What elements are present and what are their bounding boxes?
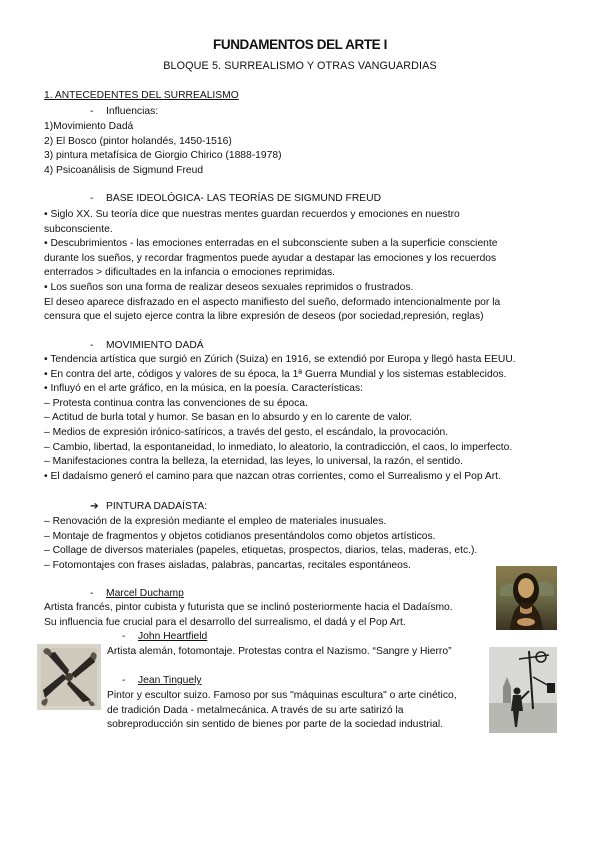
document-subtitle: BLOQUE 5. SURREALISMO Y OTRAS VANGUARDIAS (163, 60, 437, 72)
duchamp-artwork-image (496, 566, 557, 630)
text-line: • Tendencia artística que surgió en Zúrich (Suiza) en 1916, se extendió por Europa y llegó hasta EEUU. (44, 354, 516, 365)
text-line: Pintor y escultor suizo. Famoso por sus "máquinas escultura" o arte cinético, (107, 690, 457, 701)
heartfield-artwork-image (37, 644, 101, 710)
text-line: sobreproducción sin sentido de bienes por parte de la sociedad industrial. (107, 719, 444, 731)
text-line: • El dadaísmo generó el camino para que nazcan otras corrientes, como el Surrealismo y el Pop Art. (44, 470, 501, 482)
blood-and-iron-montage-icon (37, 644, 101, 710)
heartfield-description: Artista alemán, fotomontaje. Protestas contra el Nazismo. “Sangre y Hierro” (107, 646, 452, 657)
text-line: de tradición Dada - metalmecánica. A través de su arte satirizó la (107, 704, 404, 716)
text-line: – Manifestaciones contra la belleza, la eternidad, las leyes, lo universal, la razón, el sentido. (44, 456, 463, 468)
tinguely-artwork-image (489, 647, 557, 733)
duchamp-description (44, 601, 564, 630)
list-item: 2) El Bosco (pintor holandés, 1450-1516) (44, 135, 232, 147)
text-line: • Los sueños son una forma de realizar deseos sexuales reprimidos o frustrados. (44, 281, 414, 293)
text-line: censura que el sujeto ejerce contra la libre expresión de deseos (por sociedad,represión, reglas) (44, 311, 484, 323)
list-item: 4) Psicoanálisis de Sigmund Freud (44, 164, 204, 176)
text-line: – Cambio, libertad, la espontaneidad, lo inmediato, lo aleatorio, la contradicción, el caos, lo imperfecto. (44, 441, 513, 453)
text-line: enterrados > dificultades en la infancia o emociones reprimidas. (44, 267, 336, 279)
bullet-dash: - (122, 675, 126, 686)
bullet-dash: - (90, 340, 94, 351)
text-line: Su influencia fue crucial para el desarrollo del surrealismo, el dadá y el Pop Art. (44, 616, 406, 628)
artist-name-heartfield: John Heartfield (138, 631, 208, 642)
text-line: – Renovación de la expresión mediante el empleo de materiales inusuales. (44, 516, 387, 527)
text-line: – Fotomontajes con frases aisladas, palabras, pancartas, recitales espontáneos. (44, 559, 411, 571)
bullet-dash: - (122, 631, 126, 642)
pintura-list (44, 515, 564, 573)
text-line: • Siglo XX. Su teoría dice que nuestras mentes guardan recuerdos y emociones en nuestro (44, 209, 460, 220)
text-line: – Medios de expresión irónico-satíricos, a través del gesto, el escándalo, la provocación. (44, 426, 449, 438)
text-line: – Montaje de fragmentos y objetos cotidianos presentándolos como objetos artísticos. (44, 530, 436, 542)
arrow-icon: ➔ (90, 501, 99, 512)
text-line: durante los sueños, y recordar fragmentos puede ayudar a destapar las emociones y los recuerdos (44, 252, 497, 264)
influences-text: Influencias: (106, 106, 159, 117)
tinguely-description (107, 689, 457, 733)
artist-heading-heartfield (122, 630, 207, 645)
freud-paragraph (44, 208, 564, 325)
pintura-heading-text: PINTURA DADAÍSTA: (106, 501, 208, 512)
artist-heading-tinguely (122, 674, 202, 689)
influences-label (90, 105, 158, 120)
dada-heading-text: MOVIMIENTO DADÁ (106, 340, 204, 351)
section-heading-pintura (90, 500, 207, 515)
dada-paragraph (44, 353, 564, 484)
section-heading-antecedentes: 1. ANTECEDENTES DEL SURREALISMO (44, 90, 239, 101)
artist-name-tinguely: Jean Tinguely (138, 675, 202, 686)
section-heading-freud (90, 192, 381, 207)
list-item: 1)Movimiento Dadá (44, 121, 134, 132)
freud-heading-text: BASE IDEOLÓGICA- LAS TEORÍAS DE SIGMUND FREUD (106, 193, 382, 204)
text-line: El deseo aparece disfrazado en el aspecto manifiesto del sueño, deformado intencionalmente por la (44, 296, 501, 308)
text-line: – Collage de diversos materiales (papeles, etiquetas, prospectos, diarios, telas, maderas, etc.). (44, 545, 478, 557)
bullet-dash: - (90, 106, 94, 117)
bullet-dash: - (90, 193, 94, 204)
list-item: 3) pintura metafísica de Giorgio Chirico (1888-1978) (44, 150, 282, 162)
section-heading-dada (90, 339, 204, 354)
document-title: FUNDAMENTOS DEL ARTE I (213, 37, 387, 52)
influences-list (44, 120, 564, 178)
artist-heading-duchamp (90, 587, 184, 602)
text-line: subconsciente. (44, 223, 113, 235)
text-line: – Protesta continua contra las convenciones de su época. (44, 397, 308, 409)
text-line: • En contra del arte, códigos y valores de su época, la 1ª Guerra Mundial y los sistemas establecidos. (44, 368, 507, 380)
tinguely-sculpture-photo-icon (489, 647, 557, 733)
mona-lisa-painting-icon (496, 566, 557, 630)
text-line: – Actitud de burla total y humor. Se basan en lo absurdo y en lo carente de valor. (44, 412, 413, 424)
bullet-dash: - (90, 588, 94, 599)
artist-name-duchamp: Marcel Duchamp (106, 588, 184, 599)
text-line: • Influyó en el arte gráfico, en la música, en la poesía. Características: (44, 383, 363, 395)
text-line: Artista francés, pintor cubista y futurista que se inclinó posteriormente hacia el Dadaísmo. (44, 602, 453, 613)
text-line: • Descubrimientos - las emociones enterradas en el subconsciente suben a la superficie consciente (44, 238, 498, 250)
